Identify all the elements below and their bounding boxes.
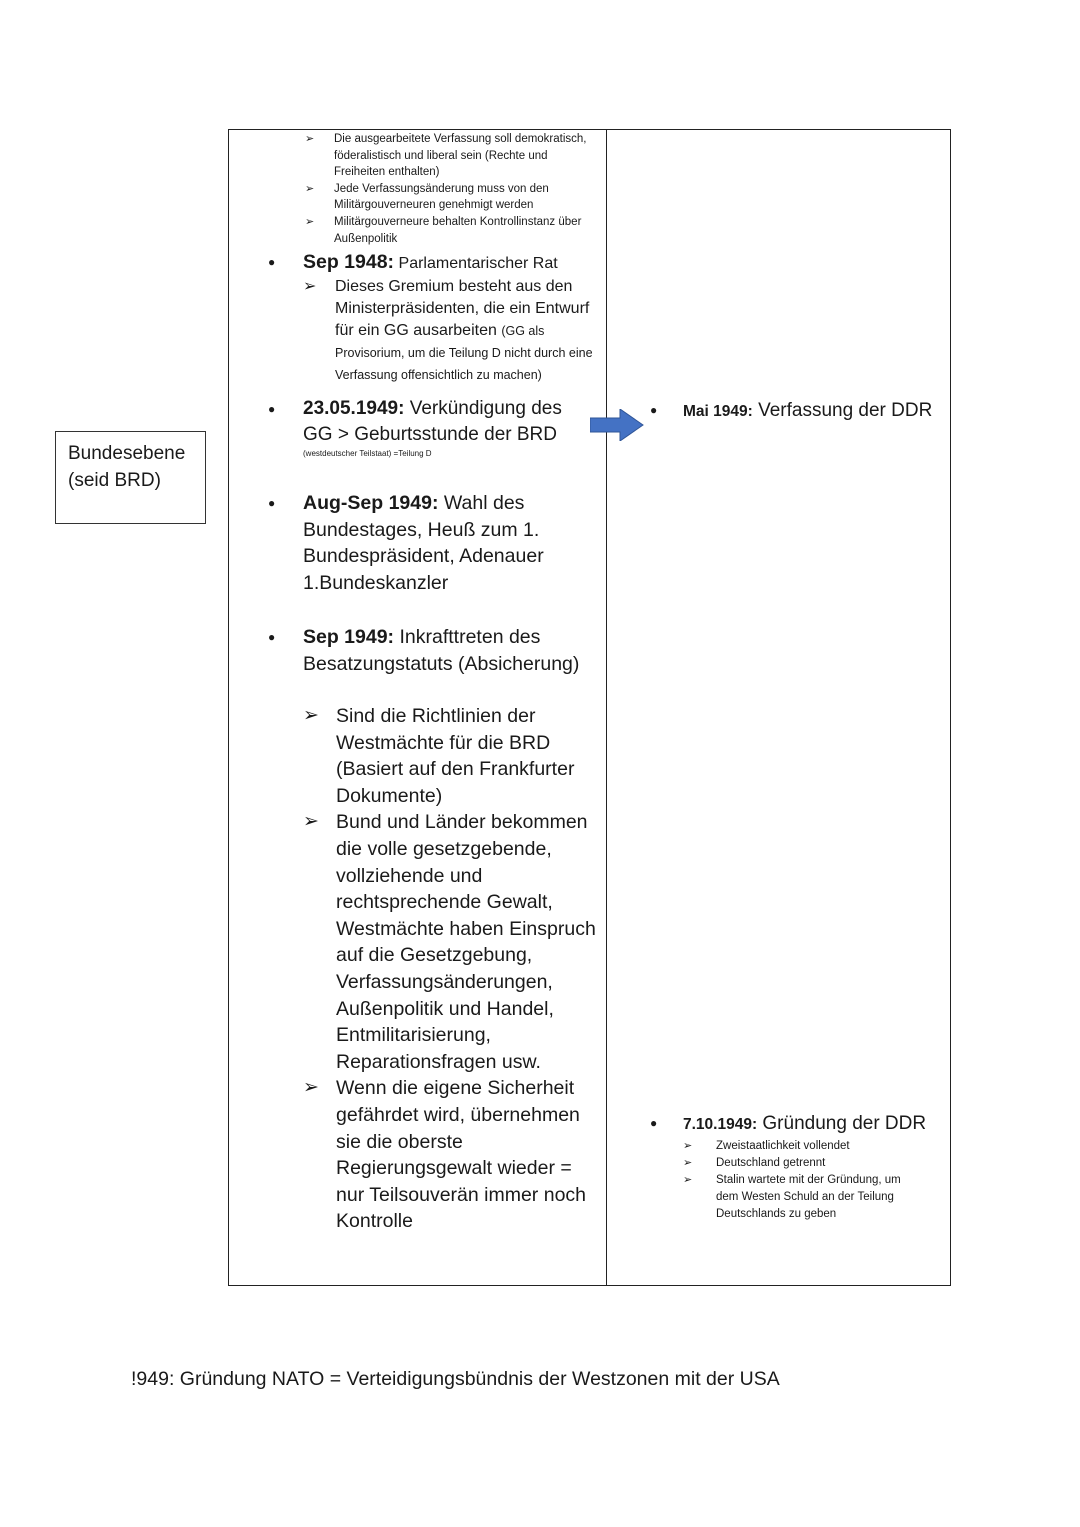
- entry-7-10-1949: [650, 1112, 945, 1223]
- bullet-icon: ●: [268, 255, 276, 269]
- list-item: ➢ Stalin wartete mit der Gründung, um dem Westen Schuld an der Teilung Deutschlands zu geben: [683, 1172, 923, 1223]
- list-item-text: Dieses Gremium besteht aus den Ministerpräsidenten, die ein Entwurf für ein GG ausarbeiten: [335, 278, 590, 339]
- entry-title: Wahl des Bundestages, Heuß zum 1. Bundespräsident, Adenauer 1.Bundeskanzler: [303, 492, 544, 594]
- entry-date: 23.05.1949:: [303, 398, 405, 419]
- top-list: [302, 131, 592, 247]
- entry-date: Mai 1949:: [683, 403, 753, 420]
- list-item-note: (GG als Provisorium, um die Teilung D nicht durch eine Verfassung offensichtlich zu machen): [335, 324, 593, 382]
- list-item: ➢ Sind die Richtlinien der Westmächte für die BRD (Basiert auf den Frankfurter Dokumente): [303, 703, 603, 809]
- entry-sep-1949: [268, 624, 593, 677]
- side-label-line2: (seid BRD): [68, 470, 161, 491]
- entry-title: Parlamentarischer Rat: [398, 255, 558, 272]
- list-item: ➢ Militärgouverneure behalten Kontrollinstanz über Außenpolitik: [302, 214, 592, 247]
- side-label-line1: Bundesebene: [68, 443, 186, 464]
- entry-sep-1948: [268, 250, 604, 386]
- list-item: ➢ Deutschland getrennt: [683, 1155, 923, 1172]
- list-item: ➢ Jede Verfassungsänderung muss von den Militärgouverneuren genehmigt werden: [302, 181, 592, 214]
- entry-title: Verkündigung des GG > Geburtsstunde der BRD: [303, 398, 562, 445]
- entry-mai-1949: [650, 399, 945, 424]
- footer-note: !949: Gründung NATO = Verteidigungsbündnis der Westzonen mit der USA: [131, 1368, 780, 1390]
- list-item: ➢ Die ausgearbeitete Verfassung soll demokratisch, föderalistisch und liberal sein (Rechte und Freiheiten enthalten): [302, 131, 592, 181]
- besatzungsstatut-list: [303, 703, 603, 1235]
- bullet-icon: ●: [268, 630, 276, 644]
- entry-note: (westdeutscher Teilstaat) =Teilung D: [303, 449, 432, 458]
- entry-title: Inkrafttreten des Besatzungstatuts (Absicherung): [303, 626, 580, 675]
- entry-date: Aug-Sep 1949:: [303, 492, 439, 514]
- entry-date: Sep 1949:: [303, 626, 395, 648]
- list-item: ➢ Wenn die eigene Sicherheit gefährdet wird, übernehmen sie die oberste Regierungsgewalt wieder = nur Teilsouverän immer noch Kontrolle: [303, 1075, 603, 1235]
- entry-title: Gründung der DDR: [762, 1113, 927, 1134]
- list-item: [303, 276, 603, 386]
- entry-title: Verfassung der DDR: [758, 400, 933, 421]
- side-label-box: [55, 431, 206, 524]
- entry-date: Sep 1948:: [303, 251, 395, 273]
- list-item: ➢ Zweistaatlichkeit vollendet: [683, 1138, 923, 1155]
- bullet-icon: ●: [268, 402, 276, 416]
- entry-aug-sep-1949: [268, 490, 578, 596]
- arrow-right-icon: [590, 409, 644, 441]
- bullet-icon: ●: [650, 1116, 658, 1130]
- entry-23-05-1949: [268, 396, 568, 460]
- bullet-icon: ●: [268, 496, 276, 510]
- column-divider: [606, 129, 607, 1286]
- bullet-icon: ●: [650, 403, 658, 417]
- list-item: ➢ Bund und Länder bekommen die volle gesetzgebende, vollziehende und rechtsprechende Gewalt, Westmächte haben Einspruch auf die Gesetzgebung, Verfassungsänderungen, Außenpolitik und Handel, Entmilitarisierung, Reparationsfragen usw.: [303, 809, 603, 1075]
- entry-date: 7.10.1949:: [683, 1116, 758, 1133]
